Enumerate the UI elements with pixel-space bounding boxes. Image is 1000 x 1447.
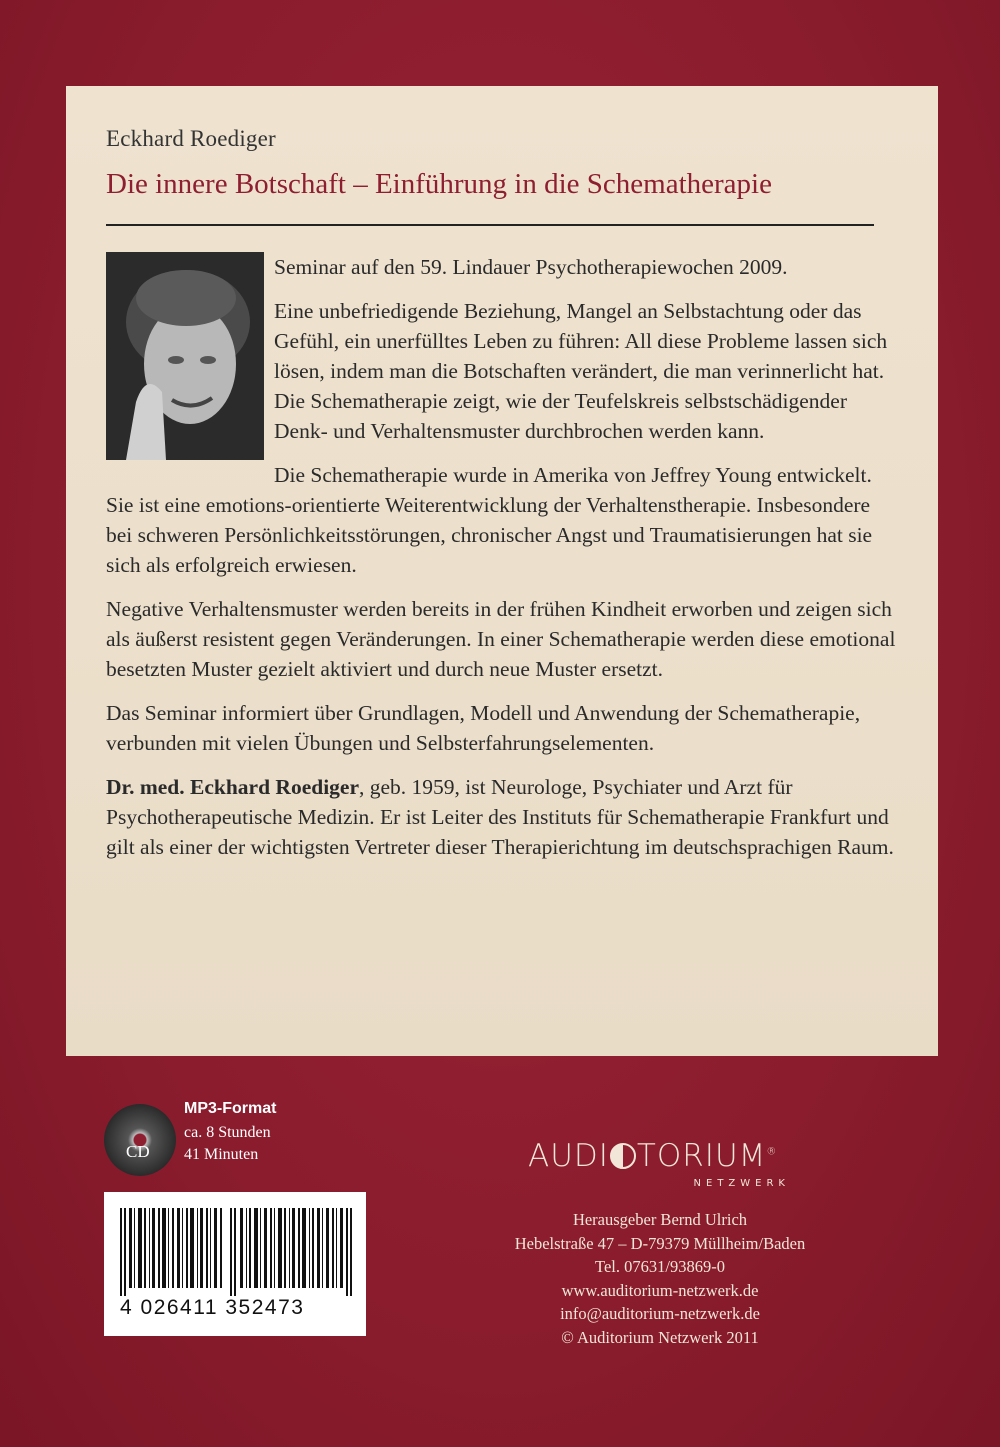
text-panel (66, 86, 938, 1056)
divider (106, 224, 874, 226)
paragraph-seminar-content: Das Seminar informiert über Grundlagen, Modell und Anwendung der Schematherapie, verbunden mit vielen Übungen und Selbsterfahrungselementen. (106, 701, 861, 755)
logo-subtitle: NETZWERK (693, 1178, 790, 1189)
cd-label: CD (126, 1142, 150, 1161)
paragraph-author-bio (106, 772, 896, 862)
publisher-logo (528, 1138, 790, 1194)
paragraph-intro: Eine unbefriedigende Beziehung, Mangel an Selbstachtung oder das Gefühl, ein unerfülltes Leben zu führen: All diese Probleme lassen sich lösen, indem man die Botschaften verändert, die man verinnerlicht hat. Die Schematherapie zeigt, wie der Teufelskreis selbstschädigender Denk- und Verhaltensmuster durchbrochen werden kann. (274, 299, 888, 443)
publisher-address: Hebelstraße 47 – D-79379 Müllheim/Baden (514, 1233, 806, 1253)
publisher-info (460, 1208, 860, 1349)
publisher-phone: Tel. 07631/93869-0 (595, 1257, 725, 1276)
book-title: Die innere Botschaft – Einführung in die Schematherapie (106, 168, 772, 200)
publisher-website: www.auditorium-netzwerk.de (561, 1280, 759, 1300)
duration-hours: ca. 8 Stunden (184, 1124, 271, 1141)
barcode-bars (120, 1208, 352, 1296)
paragraph-origin: Die Schematherapie wurde in Amerika von Jeffrey Young entwickelt. Sie ist eine emotions-orientierte Weiterentwicklung der Verhaltenstherapie. Insbesondere bei schweren Persönlichkeitsstörungen, chronischer Angst und Traumatisierungen hat sie sich als erfolgreich erwiesen. (106, 463, 873, 577)
barcode (104, 1192, 366, 1336)
author-bio-name: Dr. med. Eckhard Roediger (106, 775, 360, 799)
paragraph-patterns: Negative Verhaltensmuster werden bereits in der frühen Kindheit erworben und zeigen sich als äußerst resistent gegen Veränderungen. In einer Schematherapie werden diese emotional besetzten Muster gezielt aktiviert und durch neue Muster ersetzt. (106, 597, 896, 681)
duration-minutes: 41 Minuten (184, 1146, 259, 1163)
publisher-copyright: © Auditorium Netzwerk 2011 (561, 1327, 759, 1347)
description-text (106, 244, 896, 876)
logo-text-left: AUDI (528, 1138, 609, 1174)
logo-text-right: TORIUM (636, 1138, 767, 1174)
format-title: MP3-Format (184, 1100, 277, 1117)
author-name: Eckhard Roediger (106, 126, 276, 151)
registered-mark: ® (766, 1146, 778, 1158)
author-bio-text: , geb. 1959, ist Neurologe, Psychiater und Arzt für Psychotherapeutische Medizin. Er ist Leiter des Instituts für Schematherapie Frankfurt und gilt als einer der wichtigsten Vertreter dieser Therapierichtung im deutschsprachigen Raum. (106, 775, 894, 859)
publisher-email: info@auditorium-netzwerk.de (560, 1304, 760, 1323)
cd-icon (104, 1104, 176, 1176)
barcode-number: 4 026411 352473 (120, 1296, 305, 1319)
publisher-name: Herausgeber Bernd Ulrich (572, 1210, 748, 1229)
yin-yang-icon (610, 1143, 636, 1169)
paragraph-seminar: Seminar auf den 59. Lindauer Psychotherapiewochen 2009. (274, 255, 788, 279)
